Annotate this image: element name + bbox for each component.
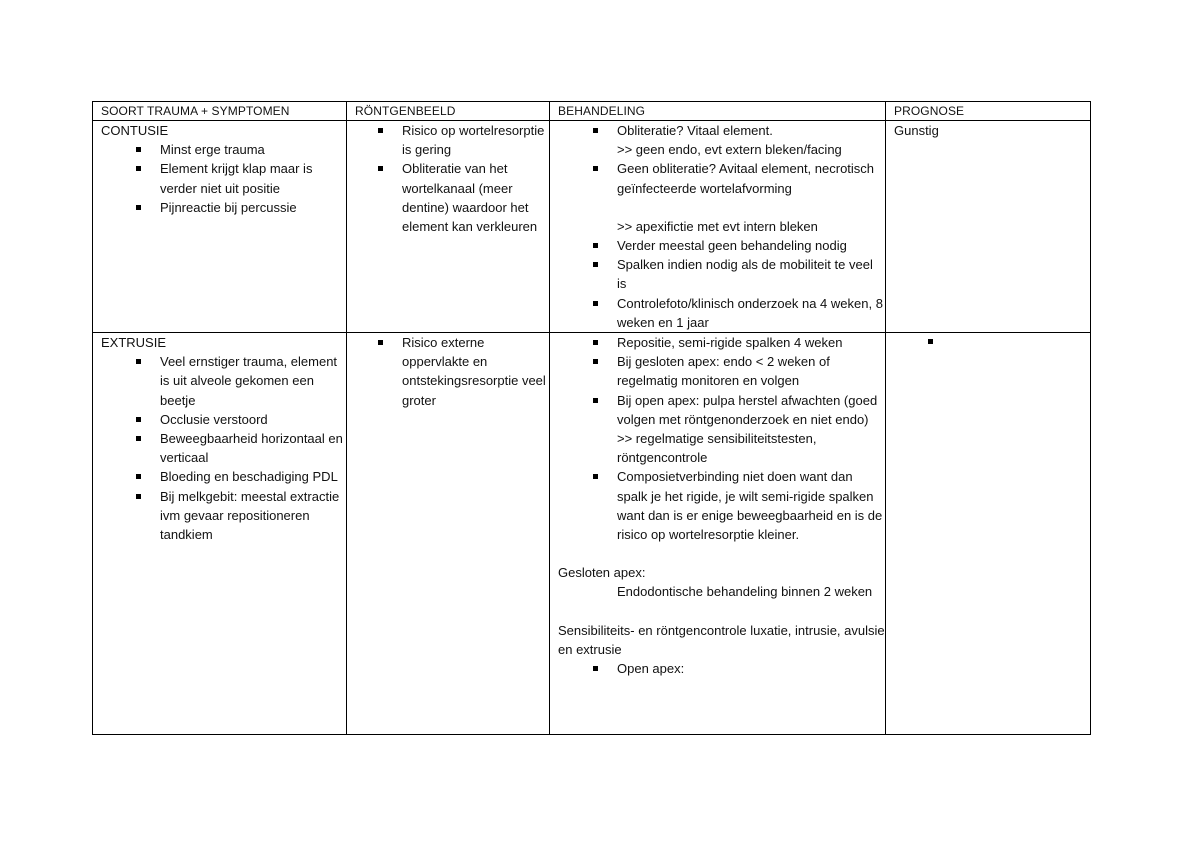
- list-item: Minst erge trauma: [136, 140, 346, 159]
- list-item: Beweegbaarheid horizontaal en verticaal: [136, 429, 346, 467]
- list-item: Bij open apex: pulpa herstel afwachten (goed volgen met röntgenonderzoek en niet endo) >> regelmatige sensibiliteitstesten, röntgencontrole: [593, 391, 885, 468]
- prognosis-empty-bullet: [894, 333, 1090, 352]
- closed-apex-title: Gesloten apex:: [558, 565, 646, 581]
- list-item: Risico externe oppervlakte en ontstekingsresorptie veel groter: [378, 333, 549, 410]
- header-rontgenbeeld: RÖNTGENBEELD: [347, 102, 550, 121]
- prognosis-text: Gunstig: [894, 123, 939, 138]
- closed-apex-text: Endodontische behandeling binnen 2 weken: [617, 584, 873, 600]
- contusie-treatment-cell: [550, 121, 886, 333]
- list-item: Obliteratie van het wortelkanaal (meer dentine) waardoor het element kan verkleuren: [378, 159, 549, 236]
- contusie-title: CONTUSIE: [101, 123, 169, 138]
- row-extrusie: [93, 333, 1091, 735]
- contusie-xray-cell: [347, 121, 550, 333]
- list-item: Geen obliteratie? Avitaal element, necrotisch geïnfecteerde wortelafvorming >> apexifictie met evt intern bleken: [593, 159, 885, 236]
- contusie-prognosis-cell: [886, 121, 1091, 333]
- header-behandeling: BEHANDELING: [550, 102, 886, 121]
- extrusie-treatment-cell: [550, 333, 886, 735]
- contusie-symptom-list: [101, 140, 346, 217]
- list-item: Veel ernstiger trauma, element is uit alveole gekomen een beetje: [136, 352, 346, 410]
- sensibility-list: [558, 659, 885, 678]
- list-item: Bij melkgebit: meestal extractie ivm gevaar repositioneren tandkiem: [136, 487, 346, 545]
- header-prognose: PROGNOSE: [886, 102, 1091, 121]
- list-item: Risico op wortelresorptie is gering: [378, 121, 549, 159]
- extrusie-symptom-list: [101, 352, 346, 544]
- extrusie-xray-list: [355, 333, 549, 410]
- list-item: Obliteratie? Vitaal element. >> geen endo, evt extern bleken/facing: [593, 121, 885, 159]
- list-item: Verder meestal geen behandeling nodig: [593, 236, 885, 255]
- extrusie-title: EXTRUSIE: [101, 335, 167, 351]
- header-soort-trauma: SOORT TRAUMA + SYMPTOMEN: [93, 102, 347, 121]
- extrusie-prognosis-cell: [886, 333, 1091, 735]
- extrusie-treatment-list: [558, 333, 885, 544]
- list-item: Bij gesloten apex: endo < 2 weken of regelmatig monitoren en volgen: [593, 352, 885, 390]
- extrusie-xray-cell: [347, 333, 550, 735]
- list-item: Pijnreactie bij percussie: [136, 198, 346, 217]
- trauma-table: [92, 101, 1091, 735]
- bullet-icon: [928, 339, 933, 344]
- contusie-symptoms-cell: [93, 121, 347, 333]
- extrusie-symptoms-cell: [93, 333, 347, 735]
- list-item: Controlefoto/klinisch onderzoek na 4 weken, 8 weken en 1 jaar: [593, 294, 885, 332]
- row-contusie: [93, 121, 1091, 333]
- list-item: Occlusie verstoord: [136, 410, 346, 429]
- contusie-xray-list: [355, 121, 549, 236]
- list-item: Open apex:: [593, 659, 885, 678]
- list-item: Spalken indien nodig als de mobiliteit te veel is: [593, 255, 885, 293]
- list-item: Composietverbinding niet doen want dan spalk je het rigide, je wilt semi-rigide spalken want dan is er enige beweegbaarheid en is de risico op wortelresorptie kleiner.: [593, 467, 885, 544]
- list-item: Element krijgt klap maar is verder niet uit positie: [136, 159, 346, 197]
- list-item: Repositie, semi-rigide spalken 4 weken: [593, 333, 885, 352]
- header-row: [93, 102, 1091, 121]
- sensibility-title: Sensibiliteits- en röntgencontrole luxatie, intrusie, avulsie en extrusie: [558, 622, 885, 657]
- contusie-treatment-list: [558, 121, 885, 332]
- list-item: Bloeding en beschadiging PDL: [136, 467, 346, 486]
